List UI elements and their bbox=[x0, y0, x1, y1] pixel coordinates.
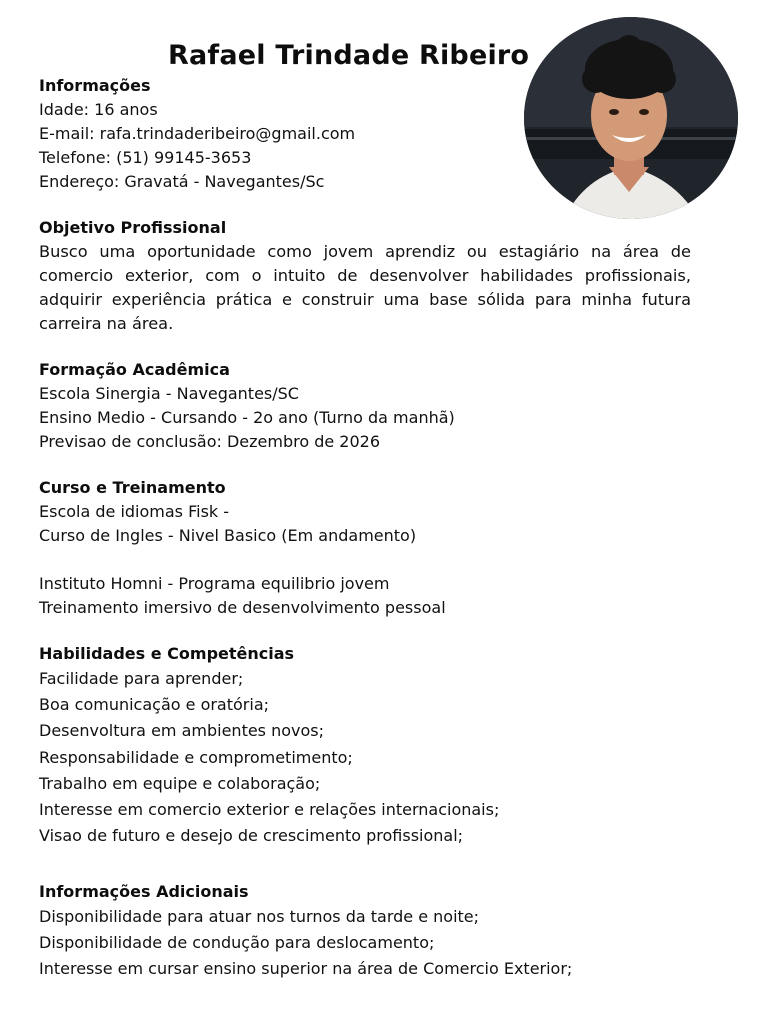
info-email: E-mail: rafa.trindaderibeiro@gmail.com bbox=[39, 124, 356, 143]
education-level: Ensino Medio - Cursando - 2o ano (Turno da manhã) bbox=[39, 408, 455, 427]
course-english: Curso de Ingles - Nivel Basico (Em andamento) bbox=[39, 526, 417, 545]
education-conclusion: Previsao de conclusão: Dezembro de 2026 bbox=[39, 432, 381, 451]
course-school: Escola de idiomas Fisk - bbox=[39, 502, 230, 521]
additional-title: Informações Adicionais bbox=[39, 882, 249, 901]
additional-item: Interesse em cursar ensino superior na área de Comercio Exterior; bbox=[39, 959, 573, 979]
skill-item: Facilidade para aprender; bbox=[39, 669, 244, 688]
info-phone: Telefone: (51) 99145-3653 bbox=[39, 148, 252, 167]
skills-section bbox=[39, 642, 691, 849]
education-title: Formação Acadêmica bbox=[39, 360, 230, 379]
additional-section bbox=[39, 880, 691, 983]
skills-title: Habilidades e Competências bbox=[39, 644, 295, 663]
education-school: Escola Sinergia - Navegantes/SC bbox=[39, 384, 299, 403]
skill-item: Boa comunicação e oratória; bbox=[39, 695, 270, 715]
skill-item: Responsabilidade e comprometimento; bbox=[39, 747, 353, 767]
skill-item: Desenvoltura em ambientes novos; bbox=[39, 721, 325, 741]
skill-item: Visao de futuro e desejo de crescimento profissional; bbox=[39, 826, 464, 846]
info-age: Idade: 16 anos bbox=[39, 100, 158, 119]
skill-item: Trabalho em equipe e colaboração; bbox=[39, 773, 321, 793]
courses-title: Curso e Treinamento bbox=[39, 478, 226, 497]
additional-item: Disponibilidade de condução para deslocamento; bbox=[39, 933, 435, 953]
candidate-name: Rafael Trindade Ribeiro bbox=[168, 40, 530, 71]
skill-item: Interesse em comercio exterior e relações internacionais; bbox=[39, 800, 500, 820]
education-section bbox=[39, 358, 691, 454]
info-section bbox=[39, 74, 691, 194]
additional-item: Disponibilidade para atuar nos turnos da tarde e noite; bbox=[39, 907, 480, 926]
courses-section bbox=[39, 476, 691, 620]
objective-title: Objetivo Profissional bbox=[39, 218, 227, 237]
objective-section bbox=[39, 216, 691, 336]
course-institute: Instituto Homni - Programa equilibrio jovem bbox=[39, 574, 390, 593]
objective-text: Busco uma oportunidade como jovem aprendiz ou estagiário na área de comercio exterior, com o intuito de desenvolver habilidades profissionais, adquirir experiência prática e construir uma base sólida para minha futura carreira na área. bbox=[39, 242, 691, 333]
info-address: Endereço: Gravatá - Navegantes/Sc bbox=[39, 172, 325, 191]
course-training: Treinamento imersivo de desenvolvimento pessoal bbox=[39, 598, 446, 617]
info-title: Informações bbox=[39, 76, 151, 95]
